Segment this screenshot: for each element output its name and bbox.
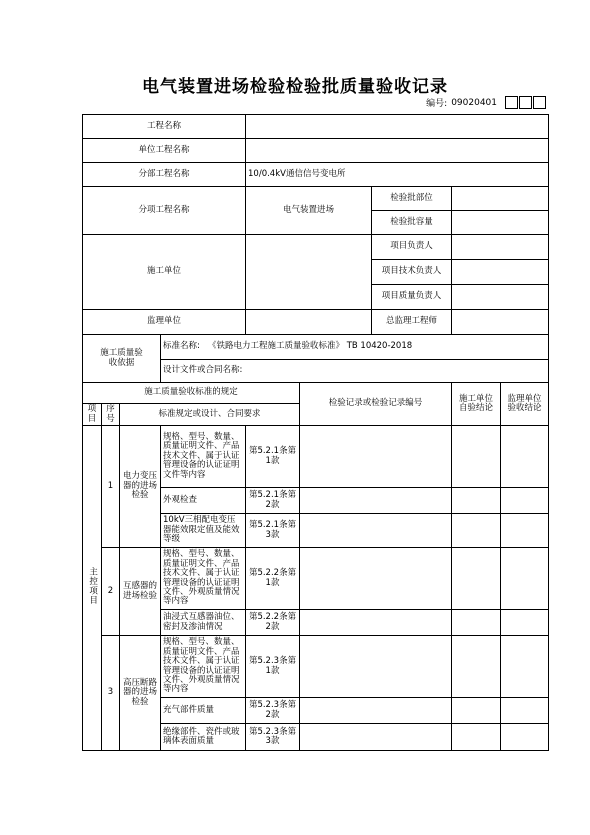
spec-cell: 绝缘部件、瓷件或玻璃体表面质量	[161, 724, 246, 751]
code-box[interactable]	[533, 96, 546, 109]
contractor-result-cell[interactable]	[452, 724, 501, 751]
unit-project-field[interactable]	[246, 139, 549, 163]
record-cell[interactable]	[300, 488, 452, 514]
contractor-label: 施工单位	[83, 235, 246, 310]
batch-location-label: 检验批部位	[372, 187, 452, 211]
quality-leader-field[interactable]	[452, 285, 549, 310]
supervisor-result-cell[interactable]	[501, 548, 549, 610]
record-cell[interactable]	[300, 610, 452, 636]
clause-cell: 第5.2.2条第1款	[246, 548, 300, 610]
code-boxes	[505, 96, 546, 109]
spec-cell: 油浸式互感器油位、密封及渗油情况	[161, 610, 246, 636]
design-doc-row[interactable]	[161, 360, 549, 383]
code-box[interactable]	[519, 96, 532, 109]
standard-row	[161, 335, 549, 360]
contractor-result-cell[interactable]	[452, 610, 501, 636]
clause-cell: 第5.2.3条第2款	[246, 698, 300, 724]
supervisor-result-cell[interactable]	[501, 636, 549, 698]
contractor-field[interactable]	[246, 235, 372, 310]
contractor-result-cell[interactable]	[452, 514, 501, 548]
supervisor-result-text: 监理单位验收结论	[507, 393, 542, 413]
standard-label: 标准名称:	[163, 341, 200, 352]
record-cell[interactable]	[300, 724, 452, 751]
supervisor-result-cell[interactable]	[501, 426, 549, 488]
spec-cell: 规格、型号、数量、质量证明文件、产品技术文件、属于认证管理设备的认证证明文件、外观质量情况等内容	[161, 548, 246, 610]
record-cell[interactable]	[300, 426, 452, 488]
contractor-result-header	[452, 383, 501, 426]
spec-cell: 10kV三相配电变压器能效限定值及能效等级	[161, 514, 246, 548]
contractor-result-cell[interactable]	[452, 426, 501, 488]
supervisor-result-header	[501, 383, 549, 426]
contractor-result-cell[interactable]	[452, 698, 501, 724]
record-cell[interactable]	[300, 548, 452, 610]
batch-capacity-label: 检验批容量	[372, 211, 452, 235]
item-project-value[interactable]: 电气装置进场	[246, 187, 372, 235]
project-name-label: 工程名称	[83, 115, 246, 139]
standard-value[interactable]: 《铁路电力工程施工质量验收标准》 TB 10420-2018	[207, 341, 413, 352]
group-name: 电力变压器的进场检验	[120, 426, 161, 548]
spec-cell: 规格、型号、数量、质量证明文件、产品技术文件、属于认证管理设备的认证证明文件、外观质量情况等内容	[161, 636, 246, 698]
contractor-result-cell[interactable]	[452, 548, 501, 610]
project-name-field[interactable]	[246, 115, 549, 139]
col-item-header: 项目	[83, 404, 102, 426]
supervisor-result-cell[interactable]	[501, 488, 549, 514]
form-code	[426, 96, 546, 109]
col-seq-header: 序号	[102, 404, 120, 426]
supervisor-field[interactable]	[246, 310, 372, 335]
clause-cell: 第5.2.1条第2款	[246, 488, 300, 514]
project-leader-label: 项目负责人	[372, 235, 452, 260]
code-label: 编号:	[426, 99, 448, 109]
contractor-result-text: 施工单位自验结论	[459, 393, 494, 413]
form-title: 电气装置进场检验检验批质量验收记录	[142, 77, 448, 97]
clause-cell: 第5.2.3条第3款	[246, 724, 300, 751]
spec-cell: 外观检查	[161, 488, 246, 514]
chief-engineer-field[interactable]	[452, 310, 549, 335]
project-leader-field[interactable]	[452, 235, 549, 260]
spec-cell: 规格、型号、数量、质量证明文件、产品技术文件、属于认证管理设备的认证证明文件等内容	[161, 426, 246, 488]
group-seq: 1	[102, 426, 120, 548]
chief-engineer-label: 总监理工程师	[372, 310, 452, 335]
clause-cell: 第5.2.1条第1款	[246, 426, 300, 488]
group-seq: 2	[102, 548, 120, 636]
record-header: 检验记录或检验记录编号	[300, 383, 452, 426]
batch-location-field[interactable]	[452, 187, 549, 211]
quality-leader-label: 项目质量负责人	[372, 285, 452, 310]
subsection-value[interactable]: 10/0.4kV通信信号变电所	[246, 163, 549, 187]
batch-capacity-field[interactable]	[452, 211, 549, 235]
unit-project-label: 单位工程名称	[83, 139, 246, 163]
main-section-label	[83, 426, 102, 751]
design-doc-label: 设计文件或合同名称:	[163, 365, 243, 376]
subsection-label: 分部工程名称	[83, 163, 246, 187]
record-cell[interactable]	[300, 514, 452, 548]
main-section-text: 主控项目	[87, 567, 98, 606]
clause-cell: 第5.2.3条第1款	[246, 636, 300, 698]
supervisor-result-cell[interactable]	[501, 724, 549, 751]
record-cell[interactable]	[300, 698, 452, 724]
supervisor-result-cell[interactable]	[501, 514, 549, 548]
code-value: 09020401	[451, 97, 497, 108]
supervisor-label: 监理单位	[83, 310, 246, 335]
item-project-label: 分项工程名称	[83, 187, 246, 235]
group-name: 高压断路器的进场检验	[120, 636, 161, 751]
contractor-result-cell[interactable]	[452, 488, 501, 514]
clause-cell: 第5.2.1条第3款	[246, 514, 300, 548]
supervisor-result-cell[interactable]	[501, 610, 549, 636]
inspection-form-table	[82, 114, 549, 751]
tech-leader-field[interactable]	[452, 260, 549, 285]
col-spec-header: 标准规定或设计、合同要求	[120, 404, 300, 426]
supervisor-result-cell[interactable]	[501, 698, 549, 724]
group-seq: 3	[102, 636, 120, 751]
tech-leader-label: 项目技术负责人	[372, 260, 452, 285]
group-name: 互感器的进场检验	[120, 548, 161, 636]
clause-cell: 第5.2.2条第2款	[246, 610, 300, 636]
spec-cell: 充气部件质量	[161, 698, 246, 724]
contractor-result-cell[interactable]	[452, 636, 501, 698]
record-cell[interactable]	[300, 636, 452, 698]
std-header: 施工质量验收标准的规定	[83, 383, 300, 404]
basis-label	[83, 335, 161, 383]
basis-label-text: 施工质量验收依据	[100, 348, 143, 368]
code-box[interactable]	[505, 96, 518, 109]
